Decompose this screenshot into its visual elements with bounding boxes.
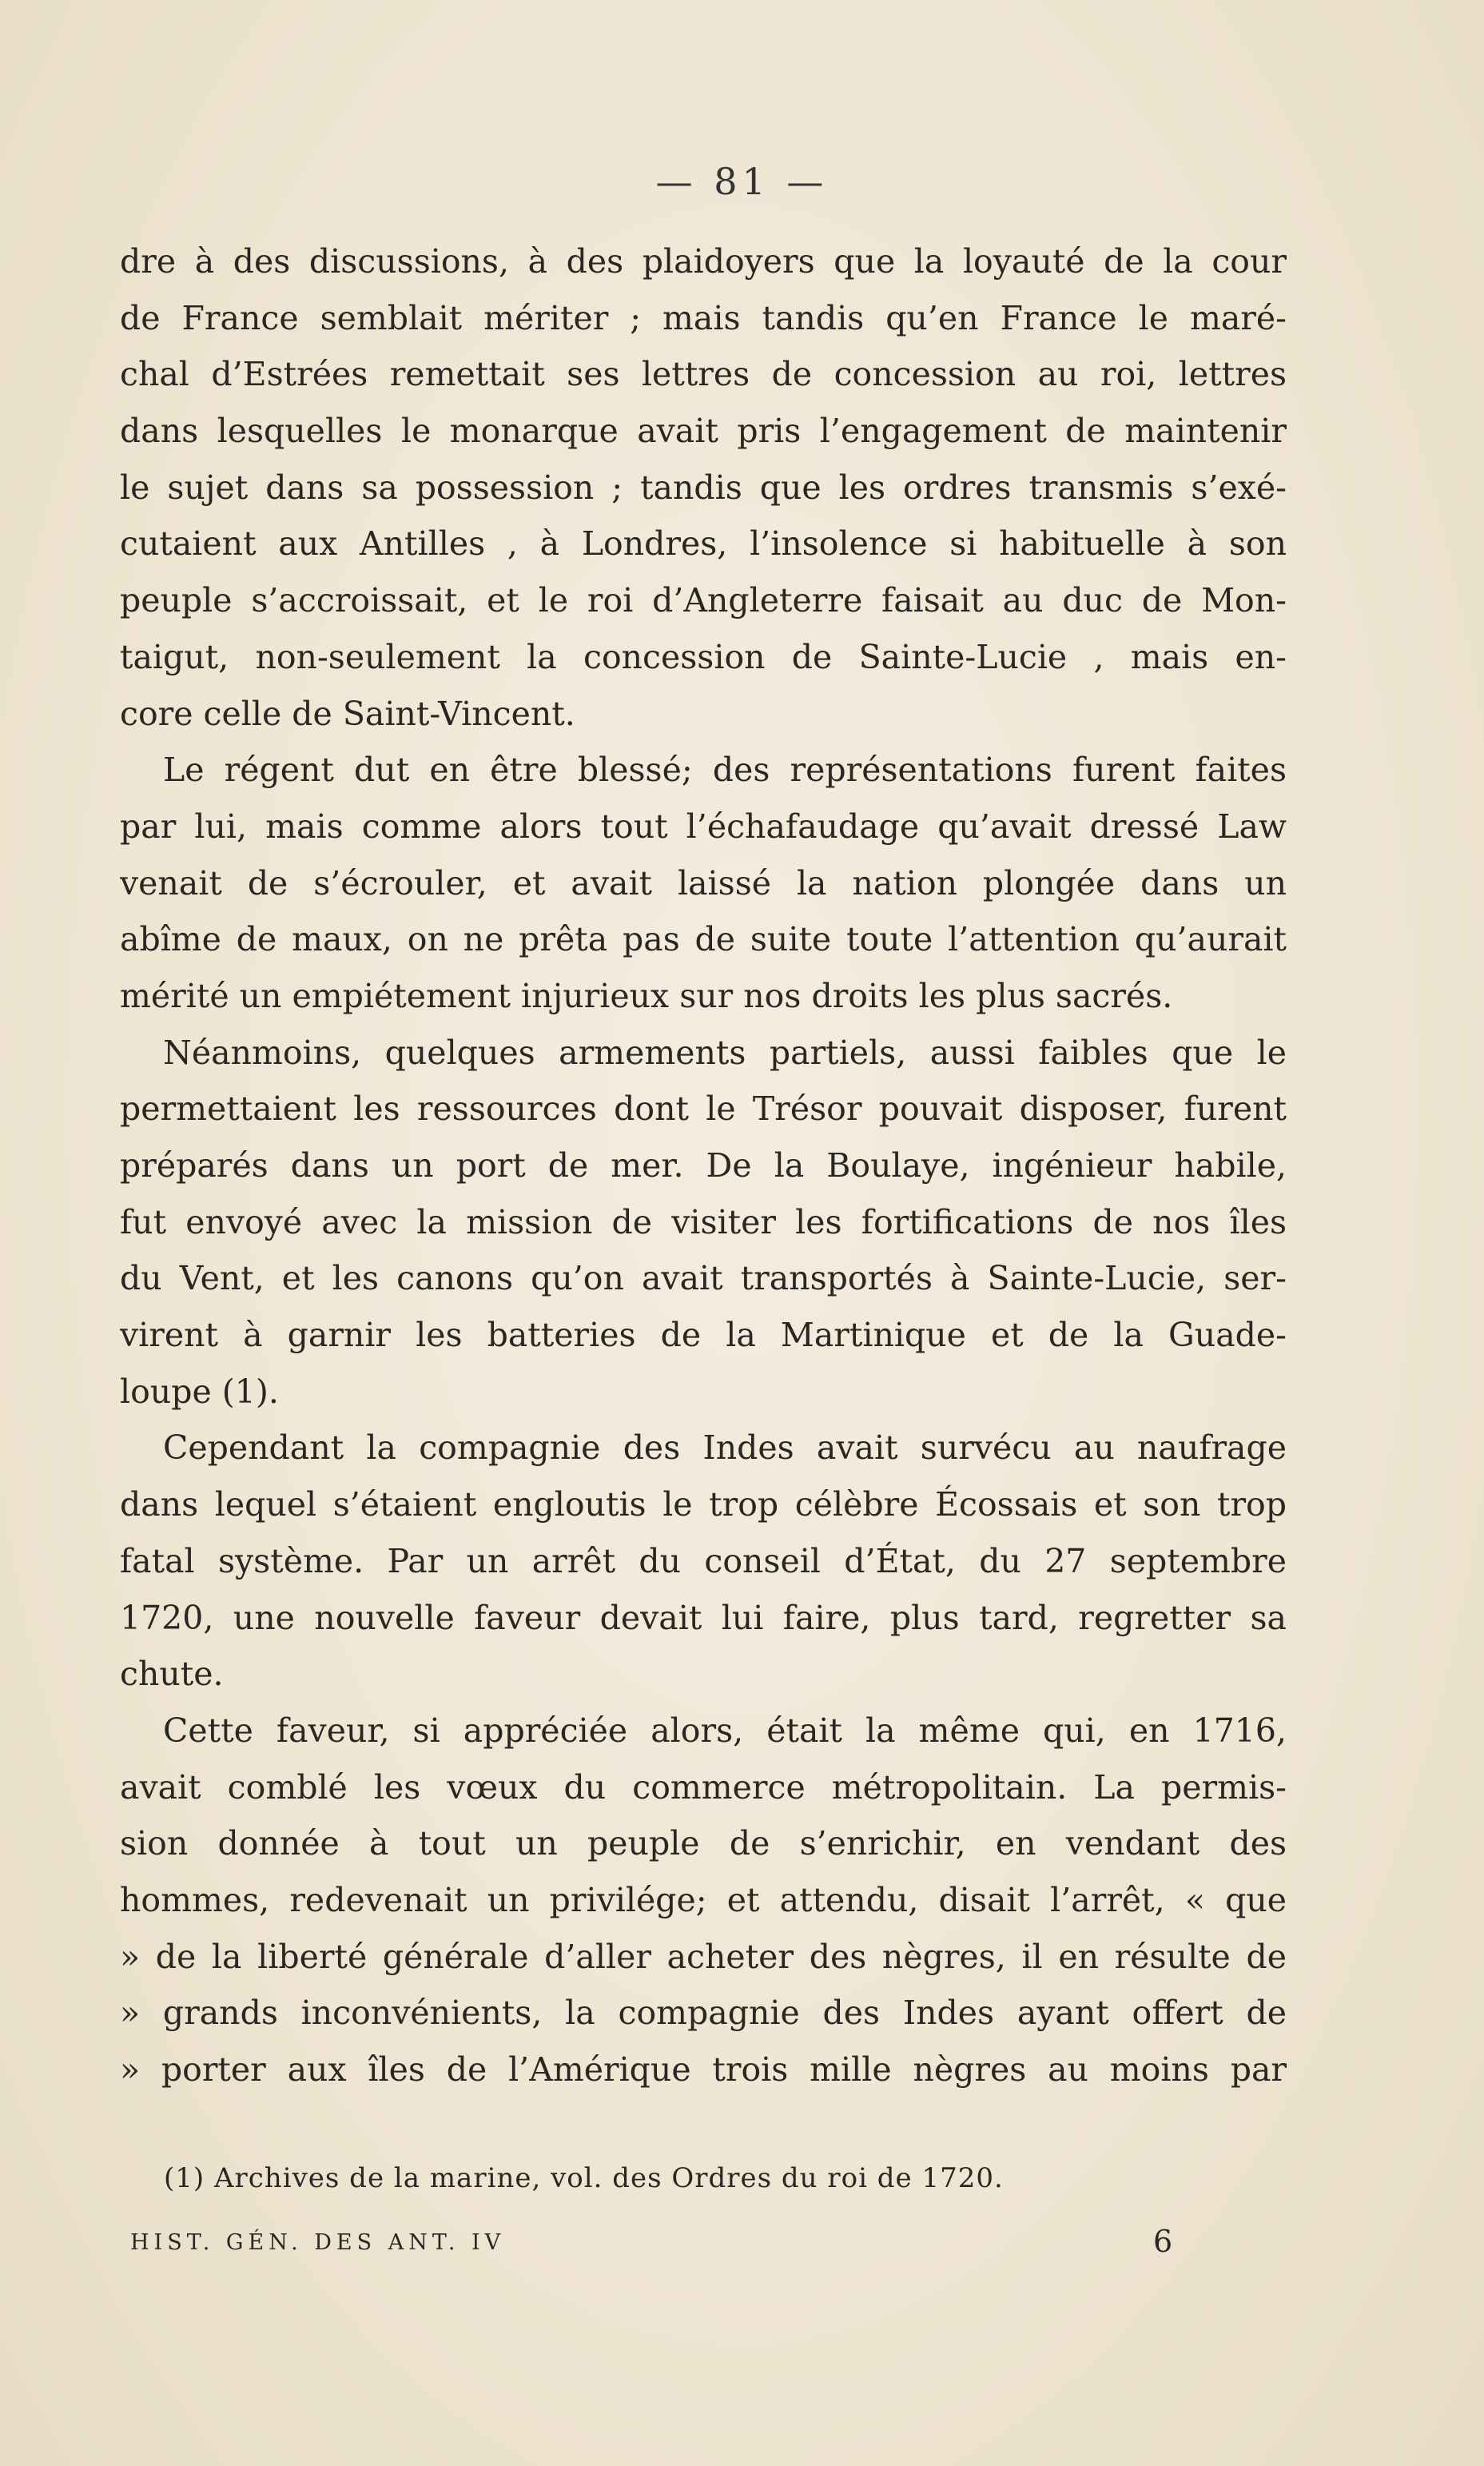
footnote: (1) Archives de la marine, vol. des Ordres du roi de 1720. [164,2162,1004,2194]
signature-mark: HIST. GÉN. DES ANT. IV [130,2230,506,2255]
text-line: Néanmoins, quelques armements partiels, aussi faibles que le [163,1033,1287,1072]
text-line: » porter aux îles de l’Amérique trois mille nègres au moins par [120,2050,1287,2089]
text-line: du Vent, et les canons qu’on avait transportés à Sainte-Lucie, ser- [120,1259,1287,1298]
text-line: préparés dans un port de mer. De la Boulaye, ingénieur habile, [120,1146,1287,1185]
text-line: Cette faveur, si appréciée alors, était la même qui, en 1716, [163,1711,1287,1750]
page-number: — 81 — [655,160,829,203]
text-line: cutaient aux Antilles , à Londres, l’insolence si habituelle à son [120,524,1287,564]
body-text [120,233,1287,2098]
text-line: sion donnée à tout un peuple de s’enrichir, en vendant des [120,1824,1287,1863]
text-line: venait de s’écrouler, et avait laissé la nation plongée dans un [120,863,1287,902]
text-line: dans lesquelles le monarque avait pris l’engagement de maintenir [120,412,1287,451]
text-line: Cependant la compagnie des Indes avait survécu au naufrage [163,1428,1287,1468]
text-line: de France semblait mériter ; mais tandis qu’en France le maré- [120,298,1287,337]
text-line: fatal système. Par un arrêt du conseil d’État, du 27 septembre [120,1541,1287,1580]
text-line: core celle de Saint-Vincent. [120,694,575,733]
text-line: mérité un empiétement injurieux sur nos droits les plus sacrés. [120,976,1173,1015]
text-line: peuple s’accroissait, et le roi d’Angleterre faisait au duc de Mon- [120,581,1287,620]
text-line: avait comblé les vœux du commerce métropolitain. La permis- [120,1767,1287,1807]
text-line: le sujet dans sa possession ; tandis que les ordres transmis s’exé- [120,468,1287,507]
text-line: loupe (1). [120,1372,279,1411]
text-line: fut envoyé avec la mission de visiter les fortifications de nos îles [120,1202,1287,1241]
text-line: Le régent dut en être blessé; des représentations furent faites [163,751,1287,790]
text-line: par lui, mais comme alors tout l’échafaudage qu’avait dressé Law [120,807,1287,846]
text-line: » de la liberté générale d’aller acheter des nègres, il en résulte de [120,1937,1287,1976]
text-line: virent à garnir les batteries de la Martinique et de la Guade- [120,1316,1287,1355]
sheet-number: 6 [1153,2224,1173,2259]
text-line: dre à des discussions, à des plaidoyers que la loyauté de la cour [120,242,1287,281]
text-line: 1720, une nouvelle faveur devait lui faire, plus tard, regretter sa [120,1598,1287,1637]
text-line: dans lequel s’étaient engloutis le trop célèbre Écossais et son trop [120,1485,1287,1524]
text-line: permettaient les ressources dont le Trésor pouvait disposer, furent [120,1090,1287,1129]
text-line: chal d’Estrées remettait ses lettres de concession au roi, lettres [120,355,1287,394]
text-line: hommes, redevenait un privilége; et attendu, disait l’arrêt, « que [120,1880,1287,1919]
text-line: » grands inconvénients, la compagnie des Indes ayant offert de [120,1994,1287,2033]
text-line: taigut, non-seulement la concession de Sainte-Lucie , mais en- [120,637,1287,676]
text-line: abîme de maux, on ne prêta pas de suite toute l’attention qu’aurait [120,920,1287,959]
text-line: chute. [120,1655,224,1694]
